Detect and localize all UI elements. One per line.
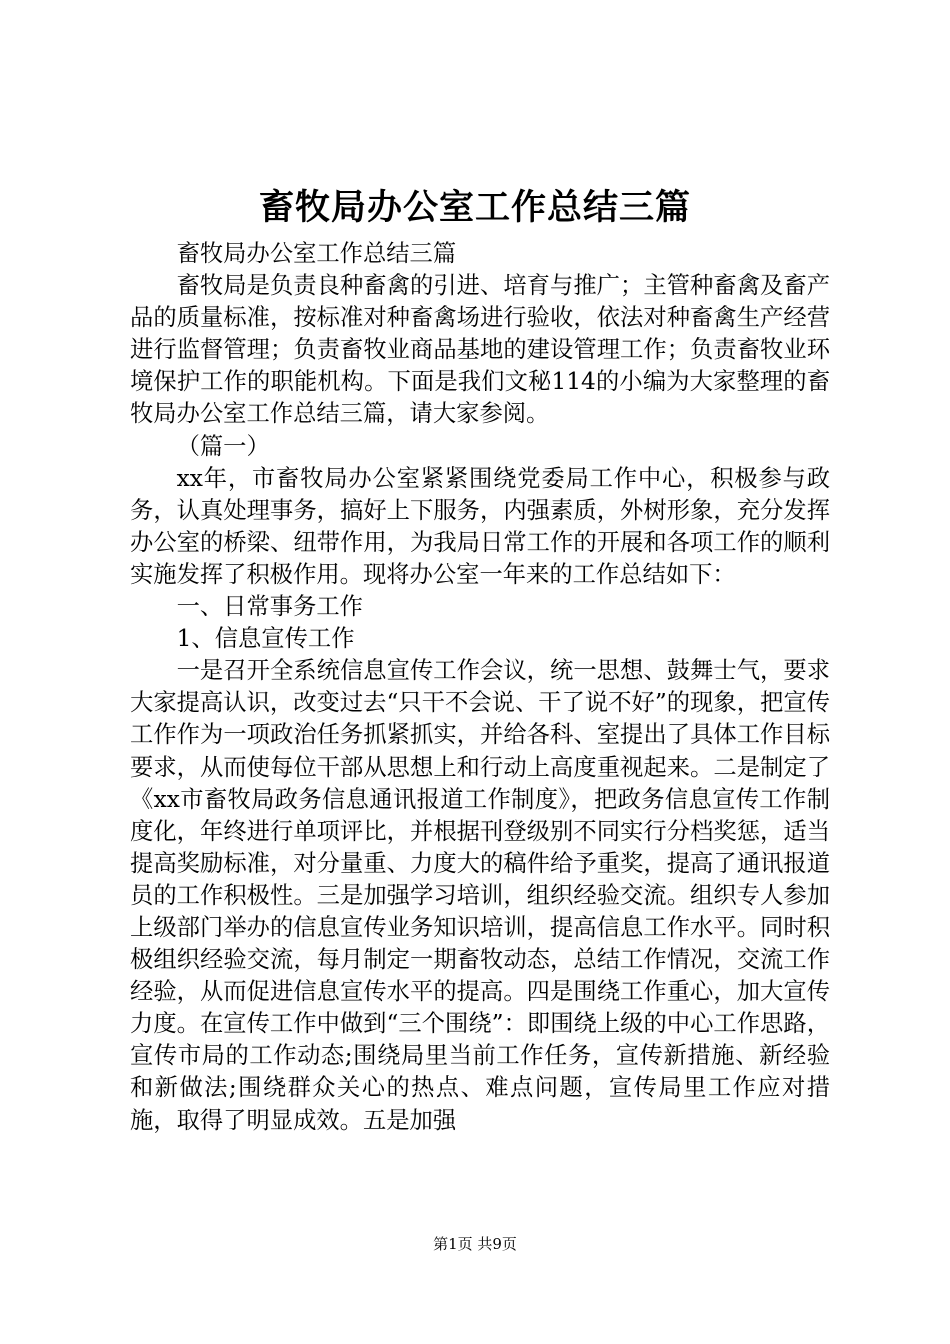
document-title: 畜牧局办公室工作总结三篇 — [258, 187, 691, 228]
page-footer: 第1页 共9页 — [433, 1235, 517, 1253]
document-body — [130, 238, 830, 1137]
paragraph-part-heading: （篇一） — [176, 432, 270, 460]
section-heading: 一、日常事务工作 — [176, 593, 363, 621]
paragraph-details: 一是召开全系统信息宣传工作会议，统一思想、鼓舞士气，要求大家提高认识，改变过去“只干不会说、干了说不好”的现象，把宣传工作作为一项政治任务抓紧抓实，并给各科、室提出了具体工作目标要求，从而使每位干部从思想上和行动上高度重视起来。二是制定了《xx市畜牧局政务信息通讯报道工作制度》，把政务信息宣传工作制度化，年终进行单项评比，并根据刊登级别不同实行分档奖惩，适当提高奖励标准，对分量重、力度大的稿件给予重奖，提高了通讯报道员的工作积极性。三是加强学习培训，组织经验交流。组织专人参加上级部门举办的信息宣传业务知识培训，提高信息工作水平。同时积极组织经验交流，每月制定一期畜牧动态，总结工作情况，交流工作经验，从而促进信息宣传水平的提高。四是围绕工作重心，加大宣传力度。在宣传工作中做到“三个围绕”：即围绕上级的中心工作思路，宣传市局的工作动态;围绕局里当前工作任务，宣传新措施、新经验和新做法;围绕群众关心的热点、难点问题，宣传局里工作应对措施，取得了明显成效。五是加强 — [130, 657, 830, 1134]
paragraph-intro: 畜牧局是负责良种畜禽的引进、培育与推广；主管种畜禽及畜产品的质量标准，按标准对种畜禽场进行验收，依法对种畜禽生产经营进行监督管理；负责畜牧业商品基地的建设管理工作；负责畜牧业环境保护工作的职能机构。下面是我们文秘114的小编为大家整理的畜牧局办公室工作总结三篇，请大家参阅。 — [130, 272, 830, 428]
paragraph-overview: xx年，市畜牧局办公室紧紧围绕党委局工作中心，积极参与政务，认真处理事务，搞好上下服务，内强素质，外树形象，充分发挥办公室的桥梁、纽带作用，为我局日常工作的开展和各项工作的顺利实施发挥了积极作用。现将办公室一年来的工作总结如下： — [130, 464, 830, 588]
subsection-heading: 1、信息宣传工作 — [176, 625, 355, 653]
paragraph-subtitle: 畜牧局办公室工作总结三篇 — [176, 240, 457, 267]
